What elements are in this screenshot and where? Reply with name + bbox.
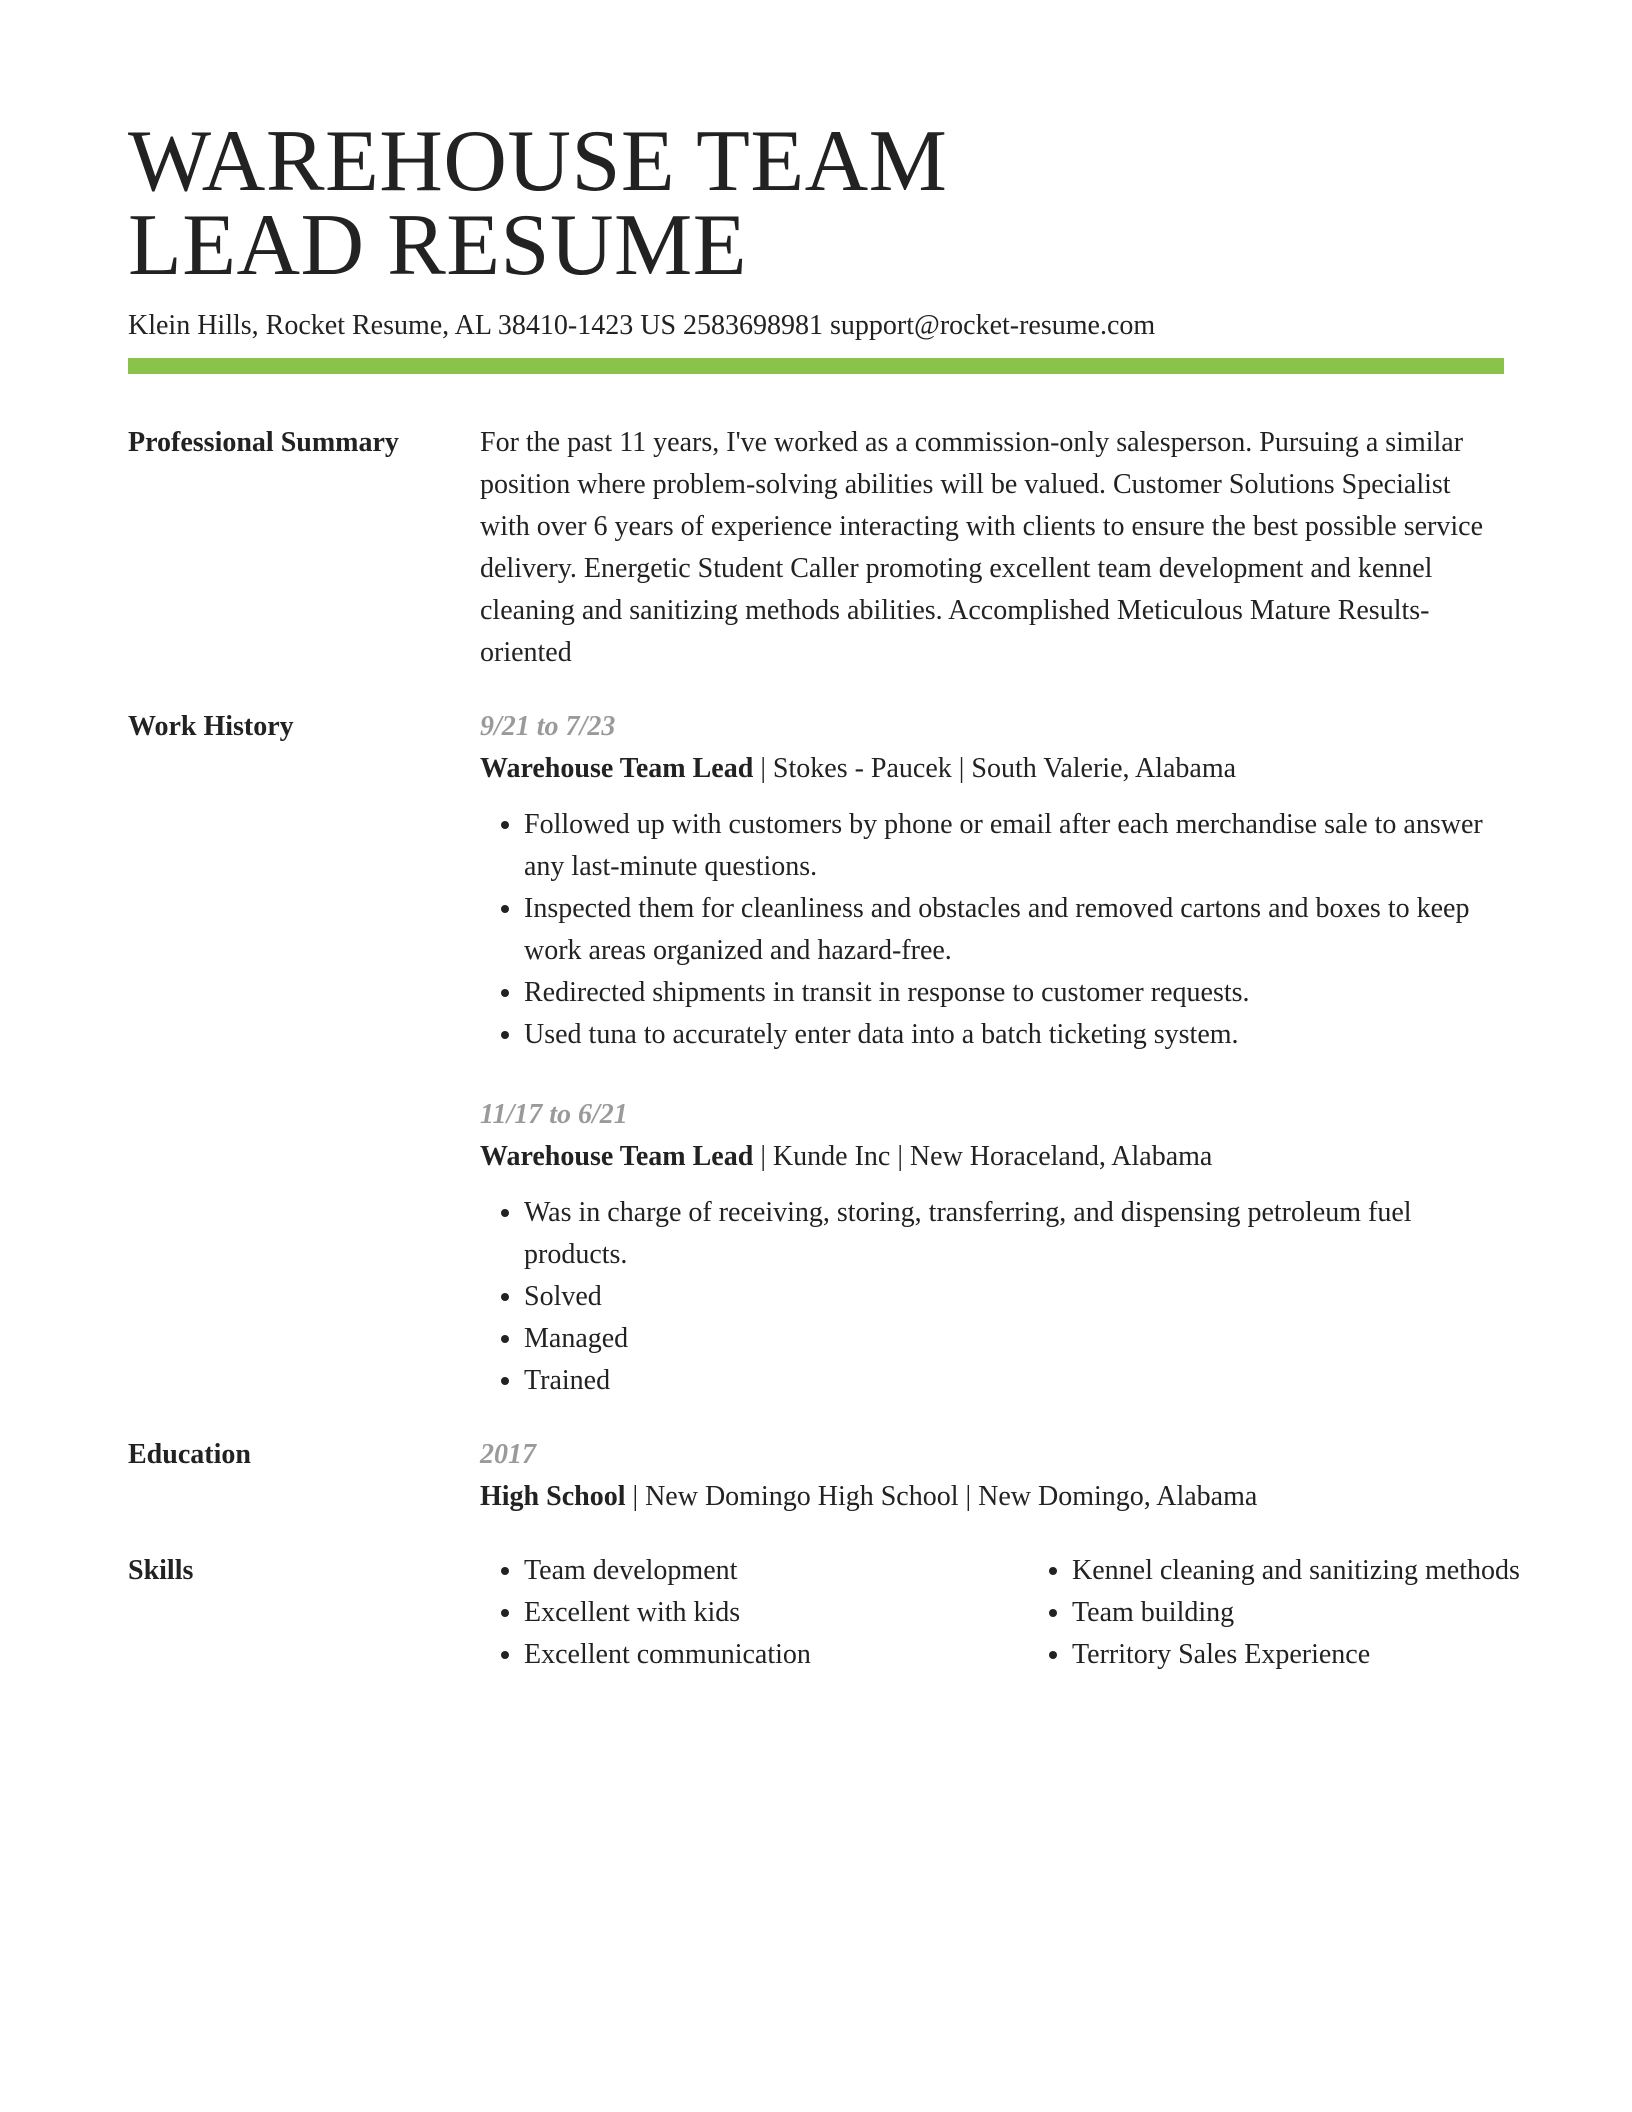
- job-bullet: • Trained: [524, 1360, 1504, 1402]
- skills-section: [128, 1550, 1520, 1676]
- job-bullets: [480, 1192, 1504, 1402]
- skill-item: • Team building: [1072, 1592, 1576, 1634]
- skills-label: Skills: [128, 1555, 194, 1586]
- resume-title-line2: LEAD RESUME: [128, 197, 748, 294]
- skills-grid: [480, 1550, 1576, 1676]
- job-title: Warehouse Team Lead: [480, 753, 754, 784]
- job-title: Warehouse Team Lead: [480, 1141, 754, 1172]
- skill-item: • Team development: [524, 1550, 1028, 1592]
- work-history-body: [480, 706, 1504, 1402]
- skill-item: • Excellent communication: [524, 1634, 1028, 1676]
- summary-text: For the past 11 years, I've worked as a commission-only salesperson. Pursuing a similar position where problem-solving abilities will be valued. Customer Solutions Specialist with over 6 years of experience interacting with clients to ensure the best possible service delivery. Energetic Student Caller promoting excellent team development and kennel cleaning and sanitizing methods abilities. Accomplished Meticulous Mature Results-oriented: [480, 427, 1483, 668]
- job-bullet: • Managed: [524, 1318, 1504, 1360]
- skills-column-2: [1028, 1550, 1576, 1676]
- job-bullet: • Used tuna to accurately enter data into a batch ticketing system.: [524, 1014, 1504, 1056]
- skill-item: • Territory Sales Experience: [1072, 1634, 1576, 1676]
- job-entry: [480, 1094, 1504, 1402]
- education-section: [128, 1434, 1504, 1518]
- skills-column-1: [480, 1550, 1028, 1676]
- education-details: | New Domingo High School | New Domingo, Alabama: [625, 1481, 1258, 1512]
- accent-divider: [128, 358, 1504, 374]
- job-entry: [480, 706, 1504, 1056]
- work-history-section: [128, 706, 1504, 1402]
- education-label: Education: [128, 1439, 251, 1470]
- job-bullet: • Redirected shipments in transit in response to customer requests.: [524, 972, 1504, 1014]
- skill-item: • Kennel cleaning and sanitizing methods: [1072, 1550, 1576, 1592]
- resume-title-line1: WAREHOUSE TEAM: [128, 113, 948, 210]
- job-dates: 9/21 to 7/23: [480, 711, 616, 742]
- skill-item: • Excellent with kids: [524, 1592, 1028, 1634]
- job-bullet: • Was in charge of receiving, storing, transferring, and dispensing petroleum fuel products.: [524, 1192, 1504, 1276]
- job-details: | Stokes - Paucek | South Valerie, Alabama: [753, 753, 1237, 784]
- job-bullet: • Inspected them for cleanliness and obstacles and removed cartons and boxes to keep work areas organized and hazard-free.: [524, 888, 1504, 972]
- education-body: [480, 1434, 1504, 1518]
- resume-title: [128, 113, 1504, 294]
- education-degree: High School: [480, 1481, 626, 1512]
- job-heading: [480, 1136, 1504, 1178]
- job-details: | Kunde Inc | New Horaceland, Alabama: [753, 1141, 1213, 1172]
- summary-label: Professional Summary: [128, 427, 399, 458]
- job-bullet: • Followed up with customers by phone or email after each merchandise sale to answer any last-minute questions.: [524, 804, 1504, 888]
- job-bullets: [480, 804, 1504, 1056]
- education-date: 2017: [480, 1439, 536, 1470]
- job-heading: [480, 748, 1504, 790]
- job-dates: 11/17 to 6/21: [480, 1099, 628, 1130]
- work-history-label: Work History: [128, 711, 294, 742]
- education-heading: [480, 1476, 1504, 1518]
- resume-page: [128, 113, 1520, 1676]
- summary-section: [128, 422, 1504, 674]
- job-bullet: • Solved: [524, 1276, 1504, 1318]
- contact-line: Klein Hills, Rocket Resume, AL 38410-1423 US 2583698981 support@rocket-resume.com: [128, 310, 1156, 341]
